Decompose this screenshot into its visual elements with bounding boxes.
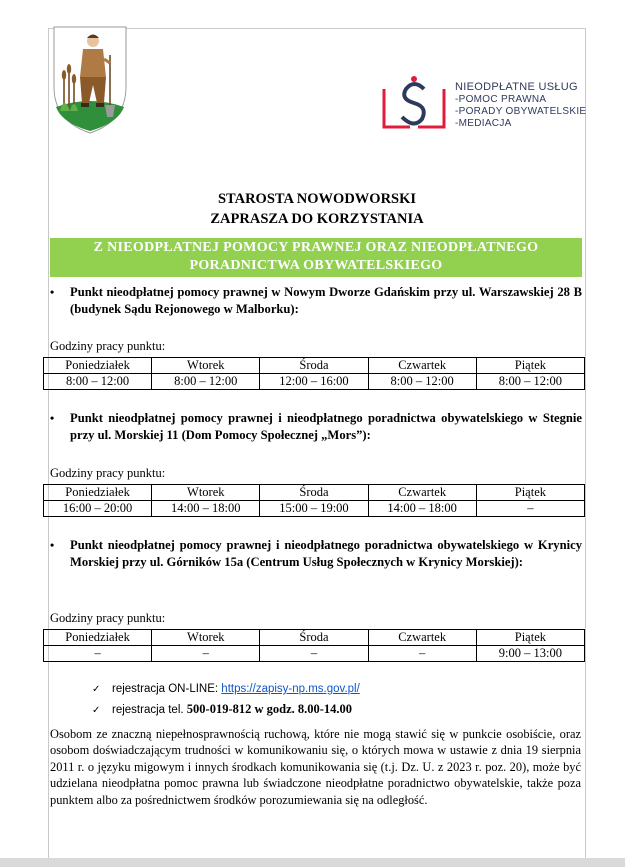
day-cell: Poniedziałek [44,358,152,374]
hours-cell: 8:00 – 12:00 [476,374,584,390]
logo-line: -MEDIACJA [455,118,512,129]
day-cell: Wtorek [152,630,260,646]
banner-line-1: Z NIEODPŁATNEJ POMOCY PRAWNEJ ORAZ NIEODPŁATNEGO [93,240,539,255]
bullet: • [50,411,55,425]
day-cell: Czwartek [368,630,476,646]
hours-table-1 [43,357,585,390]
day-cell: Środa [260,630,368,646]
hours-cell: – [368,646,476,662]
check-icon: ✓ [92,684,101,695]
hours-cell: 15:00 – 19:00 [260,501,368,517]
hours-cell: – [44,646,152,662]
heading-line-1: STAROSTA NOWODWORSKI [217,191,417,207]
viewer-bottom-bar [0,858,625,867]
green-banner [50,238,582,277]
point-2 [50,410,582,444]
day-cell: Piątek [476,358,584,374]
table-row [44,630,585,646]
check-icon: ✓ [92,705,101,716]
hours-cell: 8:00 – 12:00 [368,374,476,390]
accessibility-note: Osobom ze znaczną niepełnosprawnością ruchową, które nie mogą stawić się w punkcie osobiście, oraz osobom doświadczającym trudności w komunikowaniu się, o których mowa w ustawie z dnia 19 sierpnia 2011 r. o języku migowym i innych środkach komunikowania się (t.j. Dz. U. z 2023 r. poz. 20), może być udzielana nieodpłatna pomoc prawna lub świadczone nieodpłatne poradnictwo obywatelskie, także poza punktem albo za pośrednictwem środków porozumiewania się na odległość. [50,727,581,807]
hours-label-2: Godziny pracy punktu: [50,466,166,480]
phone-registration [92,702,352,717]
hours-label-3: Godziny pracy punktu: [50,611,166,625]
hours-cell: – [476,501,584,517]
point-3 [50,537,582,571]
hours-cell: 8:00 – 12:00 [152,374,260,390]
hours-cell: 9:00 – 13:00 [476,646,584,662]
point-3-text: Punkt nieodpłatnej pomocy prawnej i nieodpłatnego poradnictwa obywatelskiego w Krynicy Morskiej przy ul. Górników 15a (Centrum Usług Społecznych w Krynicy Morskiej): [70,538,582,569]
day-cell: Czwartek [368,485,476,501]
day-cell: Środa [260,485,368,501]
bullet: • [50,538,55,552]
logo-line: -PORADY OBYWATELSKIE [455,106,587,117]
point-1-text: Punkt nieodpłatnej pomocy prawnej w Nowym Dworze Gdańskim przy ul. Warszawskiej 28 B (budynek Sądu Rejonowego w Malborku): [70,285,582,316]
hours-cell: 8:00 – 12:00 [44,374,152,390]
day-cell: Czwartek [368,358,476,374]
registration-link[interactable]: https://zapisy-np.ms.gov.pl/ [221,683,360,695]
bullet: • [50,285,55,299]
online-registration [92,683,360,695]
point-1 [50,284,582,318]
day-cell: Poniedziałek [44,630,152,646]
table-row [44,501,585,517]
day-cell: Środa [260,358,368,374]
table-row [44,646,585,662]
logo-text [455,81,586,130]
day-cell: Wtorek [152,358,260,374]
online-registration-label: rejestracja ON-LINE: [112,683,219,695]
legal-aid-logo-icon [380,75,448,131]
hours-table-3 [43,629,585,662]
hours-cell: 16:00 – 20:00 [44,501,152,517]
table-row [44,358,585,374]
banner-line-2: PORADNICTWA OBYWATELSKIEGO [189,258,443,273]
hours-label-1: Godziny pracy punktu: [50,339,166,353]
logo-line: NIEODPŁATNE USŁUG [455,81,578,93]
table-row [44,374,585,390]
hours-cell: 14:00 – 18:00 [152,501,260,517]
coat-of-arms-icon [50,25,130,135]
phone-registration-value: 500-019-812 w godz. 8.00-14.00 [186,702,353,716]
day-cell: Poniedziałek [44,485,152,501]
hours-cell: 14:00 – 18:00 [368,501,476,517]
hours-cell: – [260,646,368,662]
day-cell: Piątek [476,630,584,646]
hours-table-2 [43,484,585,517]
hours-cell: – [152,646,260,662]
heading-line-2: ZAPRASZA DO KORZYSTANIA [210,211,424,227]
day-cell: Wtorek [152,485,260,501]
table-row [44,485,585,501]
day-cell: Piątek [476,485,584,501]
logo-line: -POMOC PRAWNA [455,94,547,105]
point-2-text: Punkt nieodpłatnej pomocy prawnej i nieodpłatnego poradnictwa obywatelskiego w Stegnie przy ul. Morskiej 11 (Dom Pomocy Społecznej „Mors”): [70,411,582,442]
free-legal-aid-logo [380,75,587,133]
hours-cell: 12:00 – 16:00 [260,374,368,390]
phone-registration-label: rejestracja tel. [112,704,184,716]
